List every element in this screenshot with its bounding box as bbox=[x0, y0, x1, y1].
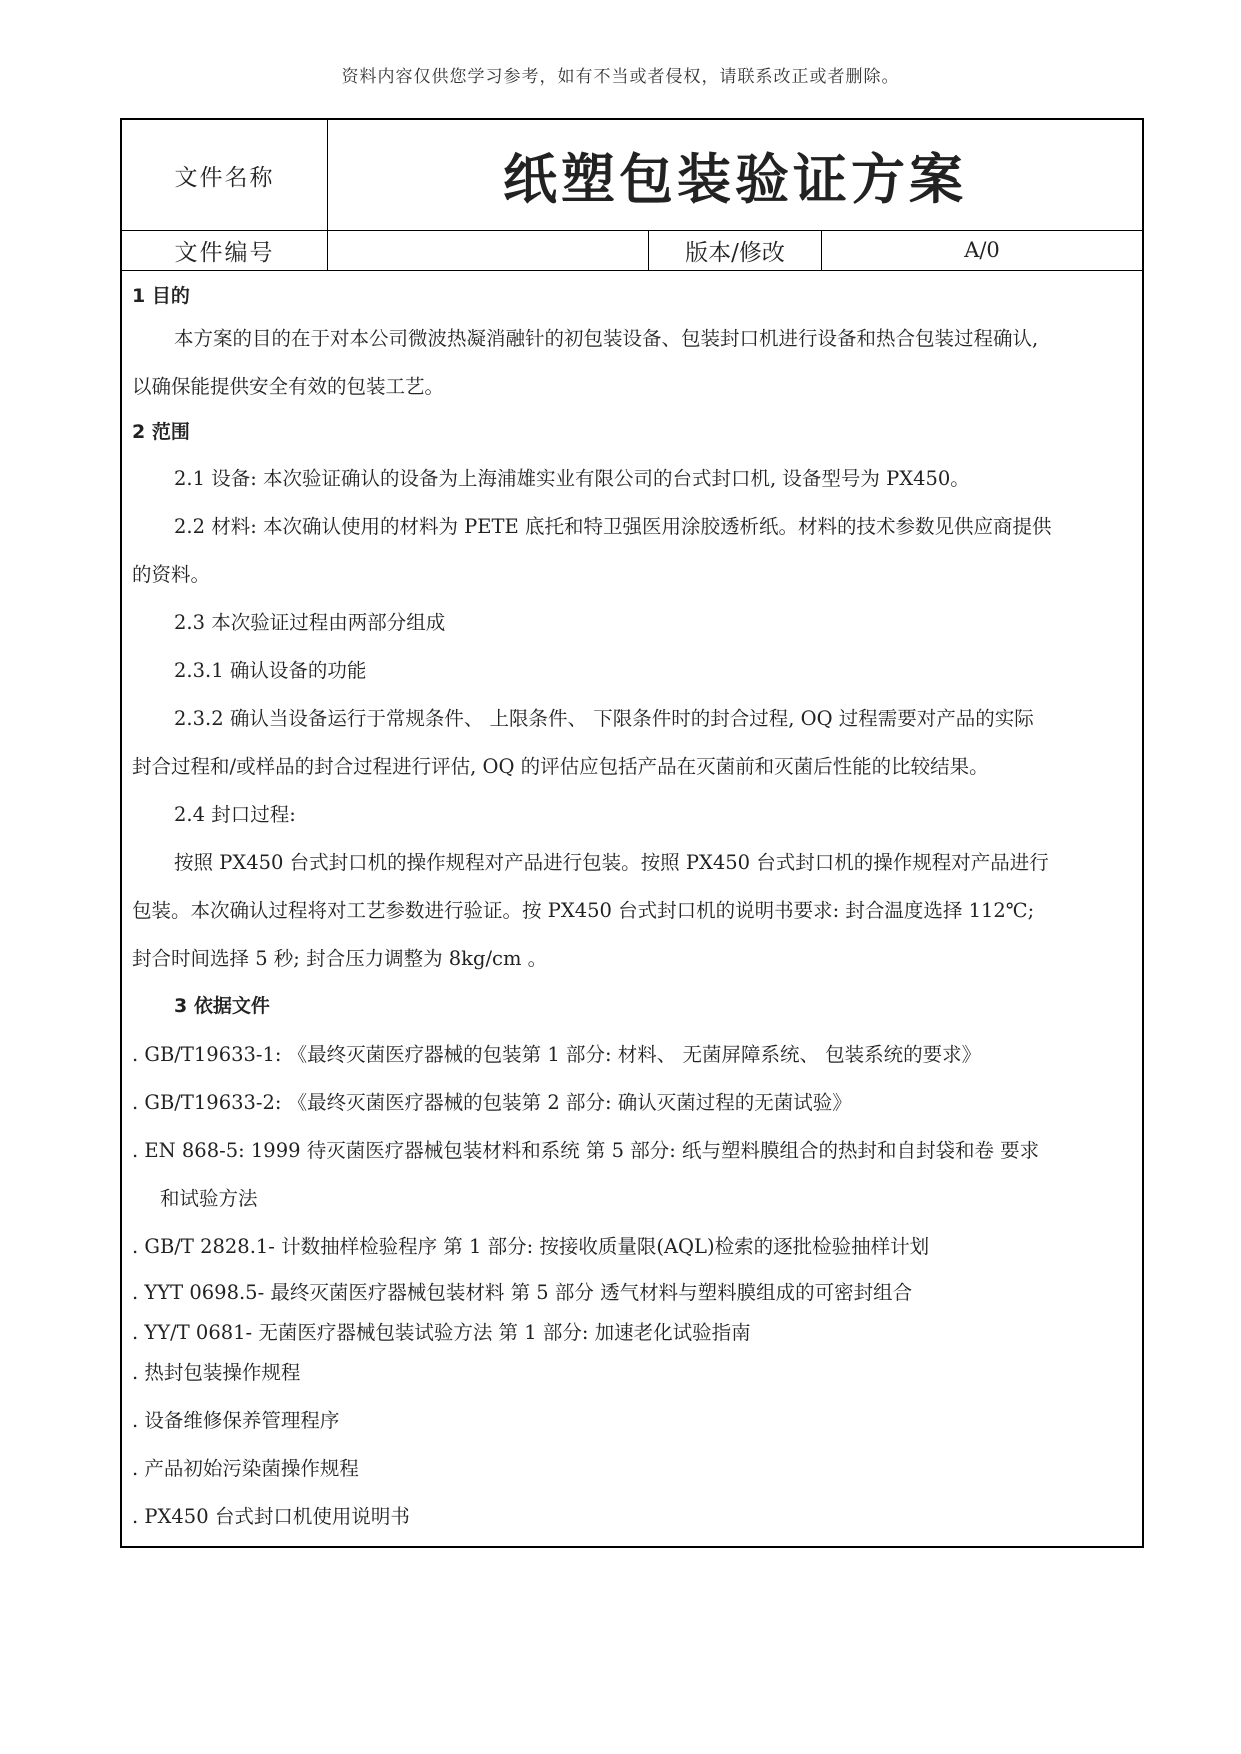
section-2-3-1-text: 2.3.1 确认设备的功能 bbox=[174, 659, 367, 682]
reference-item: . GB/T19633-2: 《最终灭菌医疗器械的包装第 2 部分: 确认灭菌过程的无菌试验》 bbox=[132, 1091, 852, 1114]
section-2-heading: 2 范围 bbox=[132, 421, 190, 443]
reference-item: . YYT 0698.5- 最终灭菌医疗器械包装材料 第 5 部分 透气材料与塑料膜组成的可密封组合 bbox=[132, 1281, 913, 1304]
disclaimer-text: 资料内容仅供您学习参考，如有不当或者侵权，请联系改正或者删除。 bbox=[341, 67, 900, 87]
section-2-3-2-text: 2.3.2 确认当设备运行于常规条件、 上限条件、 下限条件时的封合过程, OQ 过程需要对产品的实际 bbox=[174, 707, 1034, 730]
reference-item: . 热封包装操作规程 bbox=[132, 1361, 301, 1384]
version-value: A/0 bbox=[964, 238, 1000, 262]
section-2-4-paragraph-line: 包装。本次确认过程将对工艺参数进行验证。按 PX450 台式封口机的说明书要求: 封合温度选择 112℃; bbox=[132, 899, 1035, 922]
file-number-value bbox=[328, 230, 649, 270]
document-table bbox=[120, 118, 1144, 1548]
reference-item: . GB/T 2828.1- 计数抽样检验程序 第 1 部分: 按接收质量限(AQL)检索的逐批检验抽样计划 bbox=[132, 1235, 930, 1258]
title-row bbox=[122, 120, 1142, 231]
section-1-paragraph-line: 本方案的目的在于对本公司微波热凝消融针的初包装设备、包装封口机进行设备和热合包装过程确认, bbox=[174, 327, 1039, 350]
section-2-4-paragraph-line: 封合时间选择 5 秒; 封合压力调整为 8kg/cm 。 bbox=[132, 947, 548, 970]
file-number-label: 文件编号 bbox=[122, 230, 328, 270]
reference-item: . PX450 台式封口机使用说明书 bbox=[132, 1505, 410, 1528]
section-2-2-text: 2.2 材料: 本次确认使用的材料为 PETE 底托和特卫强医用涂胶透析纸。材料的技术参数见供应商提供 bbox=[174, 515, 1052, 538]
reference-item: . 设备维修保养管理程序 bbox=[132, 1409, 340, 1432]
meta-row bbox=[122, 230, 1142, 271]
section-2-1-text: 2.1 设备: 本次验证确认的设备为上海浦雄实业有限公司的台式封口机, 设备型号为 PX450。 bbox=[174, 467, 970, 490]
version-label: 版本/修改 bbox=[649, 230, 822, 270]
reference-item: . YY/T 0681- 无菌医疗器械包装试验方法 第 1 部分: 加速老化试验指南 bbox=[132, 1321, 751, 1344]
section-1-heading: 1 目的 bbox=[132, 285, 190, 307]
section-3-heading: 3 依据文件 bbox=[174, 995, 270, 1017]
reference-item: . EN 868-5: 1999 待灭菌医疗器械包装材料和系统 第 5 部分: 纸与塑料膜组合的热封和自封袋和卷 要求 bbox=[132, 1139, 1040, 1162]
reference-item: . GB/T19633-1: 《最终灭菌医疗器械的包装第 1 部分: 材料、 无菌屏障系统、 包装系统的要求》 bbox=[132, 1043, 982, 1066]
section-2-3-2-text: 封合过程和/或样品的封合过程进行评估, OQ 的评估应包括产品在灭菌前和灭菌后性能的比较结果。 bbox=[132, 755, 989, 778]
section-2-4-text: 2.4 封口过程: bbox=[174, 803, 296, 826]
section-2-4-paragraph-line: 按照 PX450 台式封口机的操作规程对产品进行包装。按照 PX450 台式封口机的操作规程对产品进行 bbox=[174, 851, 1049, 874]
section-2-2-text: 的资料。 bbox=[132, 563, 211, 586]
document-title: 纸塑包装验证方案 bbox=[503, 146, 967, 211]
reference-item: 和试验方法 bbox=[160, 1187, 258, 1210]
section-1-paragraph-line: 以确保能提供安全有效的包装工艺。 bbox=[132, 375, 445, 398]
reference-item: . 产品初始污染菌操作规程 bbox=[132, 1457, 359, 1480]
section-2-3-text: 2.3 本次验证过程由两部分组成 bbox=[174, 611, 446, 634]
file-name-label: 文件名称 bbox=[122, 120, 328, 230]
